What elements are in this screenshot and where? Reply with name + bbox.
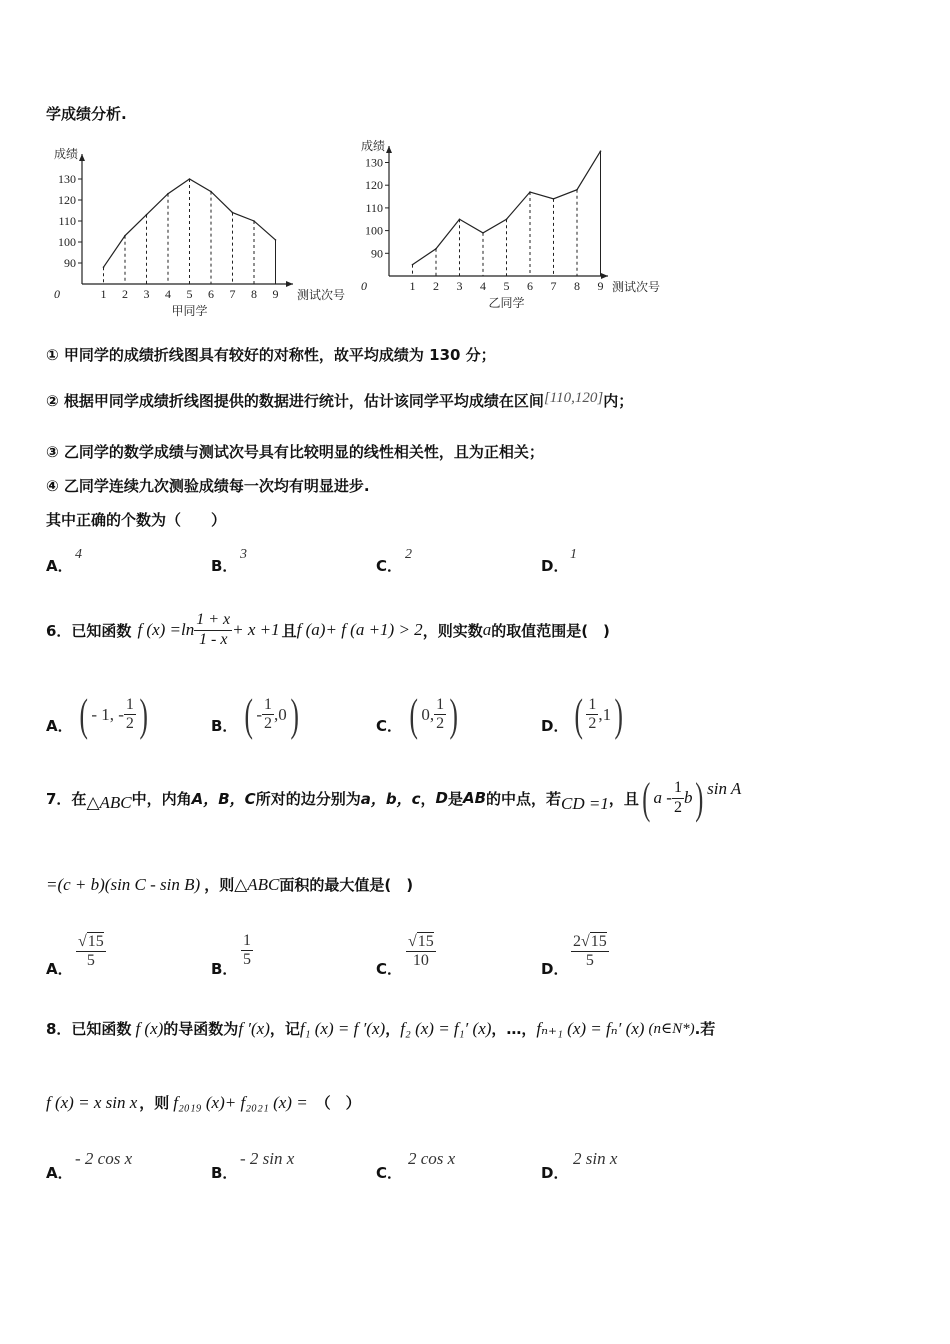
x-tick-label: 4 <box>165 287 171 301</box>
q8-line2b: f₂₀₁₉ (x)+ f₂₀₂₁ (x) = <box>173 1092 308 1112</box>
q7-line2-expr: =(c + b)(sin C - sin B) <box>46 874 201 894</box>
x-axis-arrow <box>286 281 293 287</box>
data-point <box>600 150 602 152</box>
statement-1: ① 甲同学的成绩折线图具有较好的对称性，故平均成绩为 130 分； <box>46 346 496 364</box>
series-line <box>413 151 601 265</box>
q7-p1: 7．在 <box>46 789 87 808</box>
y-axis-arrow <box>79 154 85 161</box>
q5-option-c-value: 2 <box>405 547 412 562</box>
q8-p7: ，则 <box>139 1094 170 1112</box>
q6-option-a-letter: A． <box>46 717 73 735</box>
data-point <box>553 198 555 200</box>
x-tick-label: 3 <box>143 287 150 301</box>
q7-p9: 面积的最大值是( ) <box>279 876 414 894</box>
data-point <box>435 248 437 250</box>
q8-question-line2 <box>46 1092 361 1113</box>
q7-option-d-letter: D． <box>541 960 569 978</box>
q8-p4: ， <box>385 1020 401 1038</box>
y-tick-label: 120 <box>365 178 383 193</box>
q7-angles: A，B，C <box>191 789 256 808</box>
x-tick-label: 9 <box>272 287 279 301</box>
q5-question: 其中正确的个数为（ ） <box>46 511 227 529</box>
q6-f-rhs: + x +1 <box>232 620 280 639</box>
q8-option-d-value: 2 sin x <box>573 1149 618 1168</box>
statement-4: ④ 乙同学连续九次测验成绩每一次均有明显进步. <box>46 477 370 495</box>
data-point <box>232 212 234 214</box>
x-tick-label: 7 <box>229 287 236 301</box>
x-tick-label: 5 <box>186 287 193 301</box>
q6-suffix2: 的取值范围是( ) <box>491 621 610 640</box>
y-axis-label: 成绩 <box>361 139 386 153</box>
q8-p1: 8．已知函数 <box>46 1020 132 1038</box>
q6-option-d-letter: D． <box>541 717 569 735</box>
chart-yi <box>352 140 682 328</box>
q6-prefix: 6．已知函数 <box>46 621 132 640</box>
origin-label: 0 <box>361 279 367 293</box>
q7-question-line2 <box>46 874 413 895</box>
statement-2 <box>46 390 633 411</box>
q8-option-d-letter: D． <box>541 1164 569 1182</box>
statement-2-text: ② 根据甲同学成绩折线图提供的数据进行统计，估计该同学平均成绩在区间 <box>46 392 544 410</box>
q7-sides: a，b，c <box>360 789 421 808</box>
q6-frac-den: 1 - x <box>198 630 228 648</box>
chart-jia <box>40 147 346 328</box>
x-tick-label: 1 <box>100 287 107 301</box>
q6-f-lhs: f (x) =ln <box>137 620 195 639</box>
y-axis-arrow <box>386 146 392 153</box>
q7-option-a-letter: A． <box>46 960 73 978</box>
q8-p5: ，…， <box>491 1020 537 1038</box>
q6-fraction <box>194 611 232 649</box>
x-tick-label: 2 <box>433 279 439 293</box>
x-tick-label: 8 <box>574 279 580 293</box>
q5-option-c-letter: C． <box>376 557 403 575</box>
q7-expr-b: b <box>683 788 693 807</box>
data-point <box>146 214 148 216</box>
q7-option-a-value: $\frac{√15}{5}$ <box>78 933 104 970</box>
q6-option-c-value: ( 0, $\frac{1}{2}$ ) <box>409 689 458 740</box>
q6-var: a <box>482 620 492 639</box>
q7-option-c-letter: C． <box>376 960 403 978</box>
q7-ab: AB <box>462 789 487 807</box>
y-tick-label: 90 <box>64 256 76 270</box>
y-tick-label: 100 <box>365 223 383 238</box>
q6-option-b-letter: B． <box>211 717 238 735</box>
q7-triangle-2: △ABC <box>234 874 280 894</box>
q8-fpx: f ′(x) <box>238 1018 270 1038</box>
q7-cd: CD =1 <box>561 794 609 813</box>
q8-line2a: f (x) = x sin x <box>46 1092 138 1112</box>
data-point <box>506 218 508 220</box>
q7-option-c-value: $\frac{√15}{10}$ <box>408 933 434 970</box>
x-tick-label: 8 <box>251 287 257 301</box>
q7-option-b-value: $\frac{1}{5}$ <box>243 932 251 969</box>
q7-question-line1: 7．在 △ABC 中，内角 A，B，C 所对的边分别为 a，b，c ， D 是 AB 的中点，若 CD =1 ，且 ( a - $\frac{1}{2}$ b ) sin A <box>46 773 742 823</box>
x-tick-label: 6 <box>527 279 533 293</box>
x-tick-label: 2 <box>122 287 128 301</box>
q8-question-line1 <box>46 1018 715 1039</box>
chart-caption: 乙同学 <box>488 296 525 310</box>
q7-expr-num: 1 <box>672 779 684 798</box>
q5-option-a-value: 4 <box>75 547 82 562</box>
q7-p8: ，则 <box>204 876 235 894</box>
q5-option-b-value: 3 <box>240 547 247 562</box>
q7-p6: 的中点，若 <box>486 789 562 808</box>
q6-suffix1: ，则实数 <box>422 621 483 640</box>
q6-option-c-letter: C． <box>376 717 403 735</box>
q6-option-b-value: ( - $\frac{1}{2}$ ,0 ) <box>244 689 299 740</box>
y-tick-label: 120 <box>58 193 76 207</box>
chart-caption: 甲同学 <box>171 304 208 318</box>
q8-p3: ，记 <box>269 1020 300 1038</box>
q8-option-c-value: 2 cos x <box>408 1149 456 1168</box>
q8-option-c-letter: C． <box>376 1164 403 1182</box>
y-tick-label: 90 <box>371 246 383 261</box>
q8-option-b-letter: B． <box>211 1164 238 1182</box>
q6-option-d-value: ( $\frac{1}{2}$ ,1 ) <box>574 689 623 740</box>
q7-expr-a: a - <box>653 788 672 807</box>
q6-mid: 且 <box>281 621 297 640</box>
q7-p2: 中，内角 <box>131 789 192 808</box>
q7-p5: 是 <box>447 789 463 808</box>
q7-option-b-letter: B． <box>211 960 238 978</box>
x-tick-label: 1 <box>409 279 416 293</box>
x-tick-label: 3 <box>456 279 463 293</box>
data-point <box>189 178 191 180</box>
q6-frac-num: 1 + x <box>194 611 232 630</box>
q8-fn: fₙ₊₁ (x) = fₙ′ (x) <box>536 1018 645 1038</box>
q8-f1: f₁ (x) = f ′(x) <box>299 1018 386 1038</box>
x-tick-label: 6 <box>208 287 214 301</box>
y-tick-label: 130 <box>58 172 76 186</box>
q8-option-a-letter: A． <box>46 1164 73 1182</box>
q7-triangle: △ABC <box>86 793 132 812</box>
y-tick-label: 110 <box>365 200 383 215</box>
q8-f2: f₂ (x) = f₁′ (x) <box>400 1018 492 1038</box>
y-tick-label: 110 <box>58 214 76 228</box>
q8-fx: f (x) <box>135 1018 164 1038</box>
q8-p2: 的导函数为 <box>163 1020 239 1038</box>
x-axis-label: 测试次号 <box>612 280 661 294</box>
interval: [110,120] <box>543 390 604 406</box>
data-point <box>576 189 578 191</box>
data-point <box>412 264 414 266</box>
data-point <box>482 232 484 234</box>
data-point <box>103 266 105 268</box>
x-axis-label: 测试次号 <box>297 288 346 302</box>
q7-expr-frac <box>672 779 684 817</box>
q6-option-a-value: ( - 1, - $\frac{1}{2}$ ) <box>79 689 148 740</box>
q7-d: D <box>435 789 448 807</box>
x-tick-label: 9 <box>597 279 604 293</box>
data-point <box>210 191 212 193</box>
x-tick-label: 5 <box>503 279 510 293</box>
q5-option-d-letter: D． <box>541 557 569 575</box>
q6-condition: f (a)+ f (a +1) > 2 <box>296 620 423 639</box>
q5-option-b-letter: B． <box>211 557 238 575</box>
q7-expr-den: 2 <box>673 798 682 816</box>
x-tick-label: 7 <box>550 279 557 293</box>
x-tick-label: 4 <box>480 279 486 293</box>
data-point <box>529 191 531 193</box>
q7-expr-sin: sin A <box>707 779 742 798</box>
q7-p7: ，且 <box>608 789 639 808</box>
origin-label: 0 <box>54 287 60 301</box>
statement-3: ③ 乙同学的数学成绩与测试次号具有比较明显的线性相关性，且为正相关； <box>46 443 544 461</box>
data-point <box>253 220 255 222</box>
data-point <box>124 235 126 237</box>
data-point <box>459 218 461 220</box>
y-tick-label: 130 <box>365 155 383 170</box>
y-axis-label: 成绩 <box>54 147 79 161</box>
q7-p3: 所对的边分别为 <box>255 789 361 808</box>
data-point <box>167 193 169 195</box>
q6-question <box>46 604 610 656</box>
q8-p6: .若 <box>694 1020 716 1038</box>
q5-option-a-letter: A． <box>46 557 73 575</box>
q7-option-d-value: $\frac{2√15}{5}$ <box>573 933 607 970</box>
q8-option-a-value: - 2 cos x <box>75 1149 133 1168</box>
y-tick-label: 100 <box>58 235 76 249</box>
q8-p8: （ ） <box>315 1094 361 1112</box>
q8-nn: (n∈N*) <box>648 1021 695 1037</box>
data-point <box>275 239 277 241</box>
intro-text: 学成绩分析. <box>46 105 127 123</box>
q8-option-b-value: - 2 sin x <box>240 1149 295 1168</box>
q7-p4: ， <box>420 789 436 808</box>
q5-option-d-value: 1 <box>570 547 577 562</box>
statement-2-tail: 内； <box>603 392 634 410</box>
